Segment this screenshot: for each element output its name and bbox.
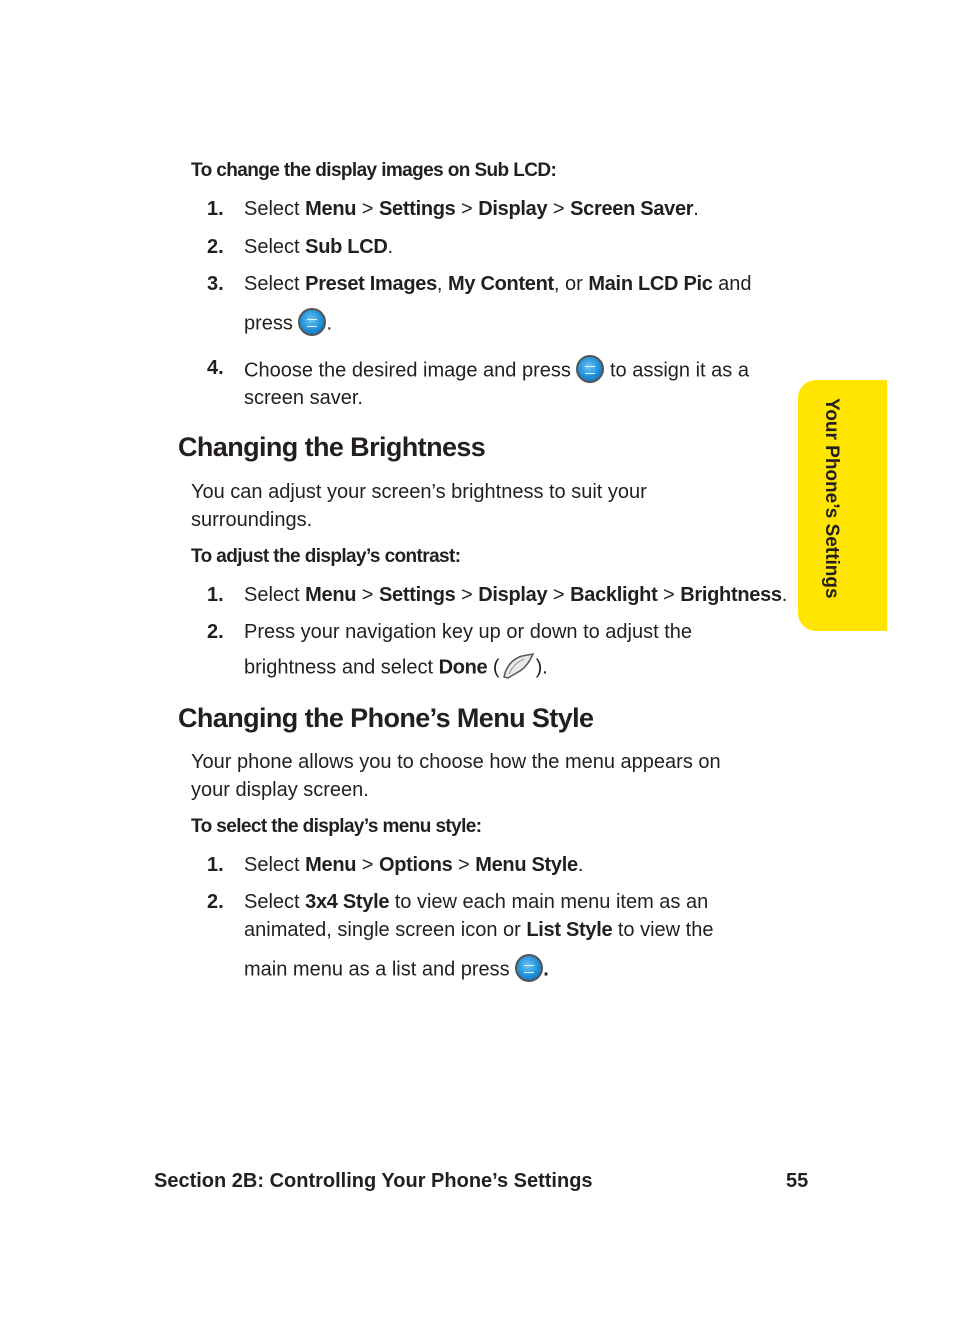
- section-intro-menu-style: Your phone allows you to choose how the menu appears on your display screen.: [191, 751, 721, 801]
- thumb-tab-label: Your Phone’s Settings: [821, 398, 842, 599]
- section-heading-menu-style: Changing the Phone’s Menu Style: [178, 703, 594, 733]
- step-number: 4.: [207, 357, 224, 379]
- list-item-continuation: [0, 919, 954, 949]
- step-number: 3.: [207, 273, 224, 295]
- step-text: Press your navigation key up or down to adjust the: [244, 621, 693, 643]
- step-text: Select 3x4 Style to view each main menu item as an: [244, 891, 709, 913]
- list-item-continuation: [0, 956, 954, 986]
- menu-ok-key-icon: [576, 355, 604, 383]
- left-softkey-icon: [500, 653, 536, 679]
- list-item: [0, 854, 954, 884]
- list-item-continuation: [0, 310, 954, 340]
- step-text: brightness and select Done ( ).: [244, 655, 548, 681]
- menu-ok-key-icon: [298, 308, 326, 336]
- list-item: [0, 273, 954, 303]
- page-number: 55: [786, 1170, 809, 1192]
- step-number: 2.: [207, 621, 224, 643]
- step-number: 1.: [207, 854, 224, 876]
- menu-ok-key-icon: [515, 954, 543, 982]
- list-item: [0, 891, 954, 921]
- step-text: press .: [244, 310, 332, 338]
- step-number: 2.: [207, 891, 224, 913]
- step-text: Select Sub LCD.: [244, 236, 394, 258]
- step-text: Select Menu > Settings > Display > Screen Saver.: [244, 198, 699, 220]
- list-item: [0, 584, 954, 614]
- list-item-continuation: [0, 655, 954, 685]
- step-text: Select Menu > Settings > Display > Backlight > Brightness.: [244, 584, 788, 606]
- procedure-heading-menu-style: To select the display’s menu style:: [191, 816, 482, 837]
- procedure-heading-contrast: To adjust the display’s contrast:: [191, 546, 461, 567]
- step-number: 2.: [207, 236, 224, 258]
- step-text: Select Preset Images, My Content, or Main LCD Pic and: [244, 273, 752, 295]
- list-item: [0, 198, 954, 228]
- step-text: animated, single screen icon or List Style to view the: [244, 919, 714, 941]
- step-text: screen saver.: [244, 387, 363, 409]
- step-text: main menu as a list and press .: [244, 956, 549, 984]
- list-item: [0, 621, 954, 651]
- section-intro-brightness: You can adjust your screen’s brightness to suit your surroundings.: [191, 481, 647, 531]
- list-item: [0, 236, 954, 266]
- list-item: [0, 357, 954, 387]
- step-text: Select Menu > Options > Menu Style.: [244, 854, 584, 876]
- footer-section-title: Section 2B: Controlling Your Phone’s Settings: [154, 1170, 593, 1192]
- step-number: 1.: [207, 584, 224, 606]
- step-number: 1.: [207, 198, 224, 220]
- step-text: Choose the desired image and press to assign it as a: [244, 357, 749, 385]
- section-heading-brightness: Changing the Brightness: [178, 432, 486, 462]
- list-item-continuation: [0, 387, 954, 417]
- procedure-heading-sub-lcd: To change the display images on Sub LCD:: [191, 160, 557, 181]
